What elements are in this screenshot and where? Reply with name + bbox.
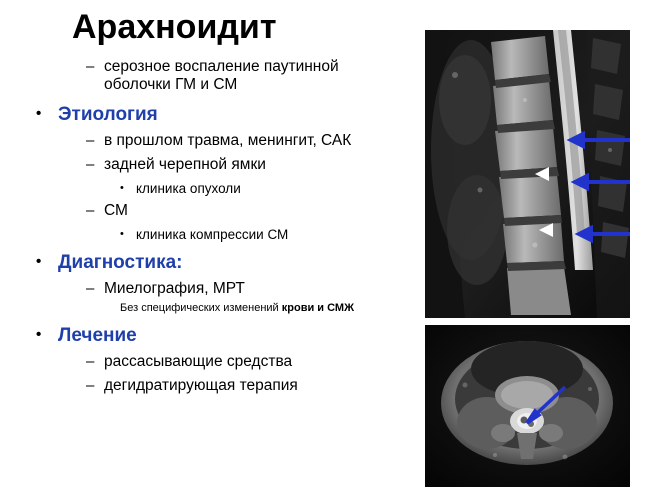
bullet-marker: • — [36, 104, 42, 122]
list-item-label: рассасывающие средства — [104, 353, 293, 371]
list-item — [36, 58, 406, 95]
list-item-label: Диагностика: — [58, 251, 183, 273]
bullet-marker: • — [120, 181, 124, 194]
mri-sagittal-graphic — [425, 30, 630, 318]
bullet-marker: – — [86, 280, 95, 298]
list-item — [36, 302, 406, 315]
bullet-marker: – — [86, 131, 95, 149]
note-text: Без специфических изменений — [120, 302, 282, 315]
list-item — [36, 104, 406, 126]
bullet-marker: • — [36, 325, 42, 343]
list-item-label: задней черепной ямки — [104, 156, 266, 174]
mri-axial-image — [425, 325, 630, 487]
list-item-label: серозное воспаление паутинной оболочки ГМ и СМ — [104, 58, 339, 94]
page-title: Арахноидит — [72, 8, 277, 46]
bullet-marker: – — [86, 58, 95, 75]
mri-sagittal-image — [425, 30, 630, 318]
bullet-marker: – — [86, 377, 95, 395]
list-item-label: клиника опухоли — [136, 180, 241, 196]
list-item-label: Миелография, МРТ — [104, 280, 245, 298]
bullet-marker: – — [86, 353, 95, 371]
list-item — [36, 377, 406, 395]
list-item — [36, 325, 406, 347]
list-item — [36, 353, 406, 371]
list-item — [36, 280, 406, 298]
list-item — [36, 132, 406, 150]
mri-axial-graphic — [425, 325, 630, 487]
list-item — [36, 252, 406, 274]
note-emphasis: крови и СМЖ — [281, 302, 355, 315]
outline-body — [36, 58, 406, 396]
list-item-label — [120, 302, 406, 315]
list-item-label: клиника компрессии СМ — [136, 226, 289, 242]
list-item — [36, 202, 406, 220]
list-item — [36, 156, 406, 174]
list-item-label: в прошлом травма, менингит, САК — [104, 131, 352, 149]
bullet-marker: • — [36, 252, 42, 270]
list-item — [36, 181, 406, 197]
list-item-label: дегидратирующая терапия — [104, 377, 298, 395]
list-item-label: Лечение — [58, 324, 137, 346]
bullet-marker: – — [86, 156, 95, 174]
bullet-marker: – — [86, 202, 95, 220]
bullet-marker: • — [120, 227, 124, 240]
list-item-label: СМ — [104, 202, 128, 220]
list-item-label: Этиология — [58, 103, 158, 125]
list-item — [36, 227, 406, 243]
